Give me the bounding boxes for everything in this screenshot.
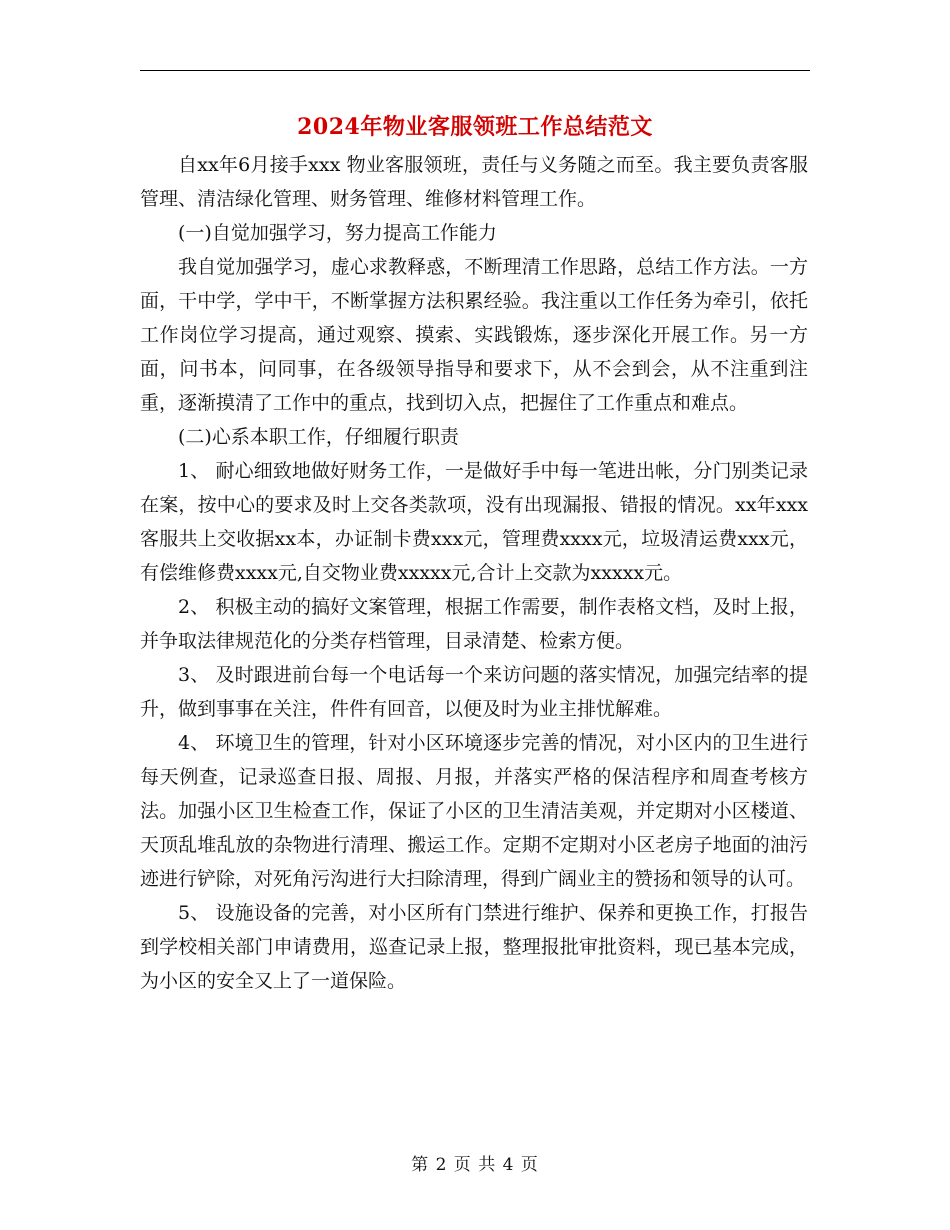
page-footer: 第 2 页 共 4 页 — [411, 1155, 539, 1175]
item-3-paragraph: 3、 及时跟进前台每一个电话每一个来访问题的落实情况，加强完结率的提升，做到事事在关注，件件有回音，以便及时为业主排忧解难。 — [140, 664, 808, 720]
item-5-paragraph: 5、 设施设备的完善，对小区所有门禁进行维护、保养和更换工作，打报告到学校相关部门申请费用，巡查记录上报，整理报批审批资料，现已基本完成，为小区的安全又上了一道保险。 — [140, 902, 808, 992]
item-1-paragraph: 1、 耐心细致地做好财务工作，一是做好手中每一笔进出帐，分门别类记录在案，按中心的要求及时上交各类款项，没有出现漏报、错报的情况。xx年xxx 客服共上交收据xx本，办证制卡费xxx元，管理费xxxx元，垃圾清运费xxx元，有偿维修费xxxx元,自交物业费xxxxx元,合计上交款为xxxxx元。 — [140, 460, 808, 584]
intro-paragraph: 自xx年6月接手xxx 物业客服领班，责任与义务随之而至。我主要负责客服管理、清洁绿化管理、财务管理、维修材料管理工作。 — [140, 154, 808, 210]
document-title: 2024年物业客服领班工作总结范文 — [297, 114, 653, 140]
header-rule — [140, 70, 810, 71]
item-2-paragraph: 2、 积极主动的搞好文案管理，根据工作需要，制作表格文档，及时上报，并争取法律规范化的分类存档管理，目录清楚、检索方便。 — [140, 596, 808, 652]
item-4-paragraph: 4、 环境卫生的管理，针对小区环境逐步完善的情况，对小区内的卫生进行每天例查，记录巡查日报、周报、月报，并落实严格的保洁程序和周查考核方法。加强小区卫生检查工作，保证了小区的卫生清洁美观，并定期对小区楼道、天顶乱堆乱放的杂物进行清理、搬运工作。定期不定期对小区老房子地面的油污迹进行铲除，对死角污沟进行大扫除清理，得到广阔业主的赞扬和领导的认可。 — [140, 732, 808, 890]
section-heading-2: (二)心系本职工作，仔细履行职责 — [178, 426, 459, 448]
study-paragraph: 我自觉加强学习，虚心求教释惑，不断理清工作思路，总结工作方法。一方面，干中学，学中干，不断掌握方法积累经验。我注重以工作任务为牵引，依托工作岗位学习提高，通过观察、摸索、实践锻炼，逐步深化开展工作。另一方面，问书本，问同事，在各级领导指导和要求下，从不会到会，从不注重到注重，逐渐摸清了工作中的重点，找到切入点，把握住了工作重点和难点。 — [140, 256, 808, 414]
section-heading-1: (一)自觉加强学习，努力提高工作能力 — [178, 222, 497, 244]
document-body — [140, 148, 808, 998]
